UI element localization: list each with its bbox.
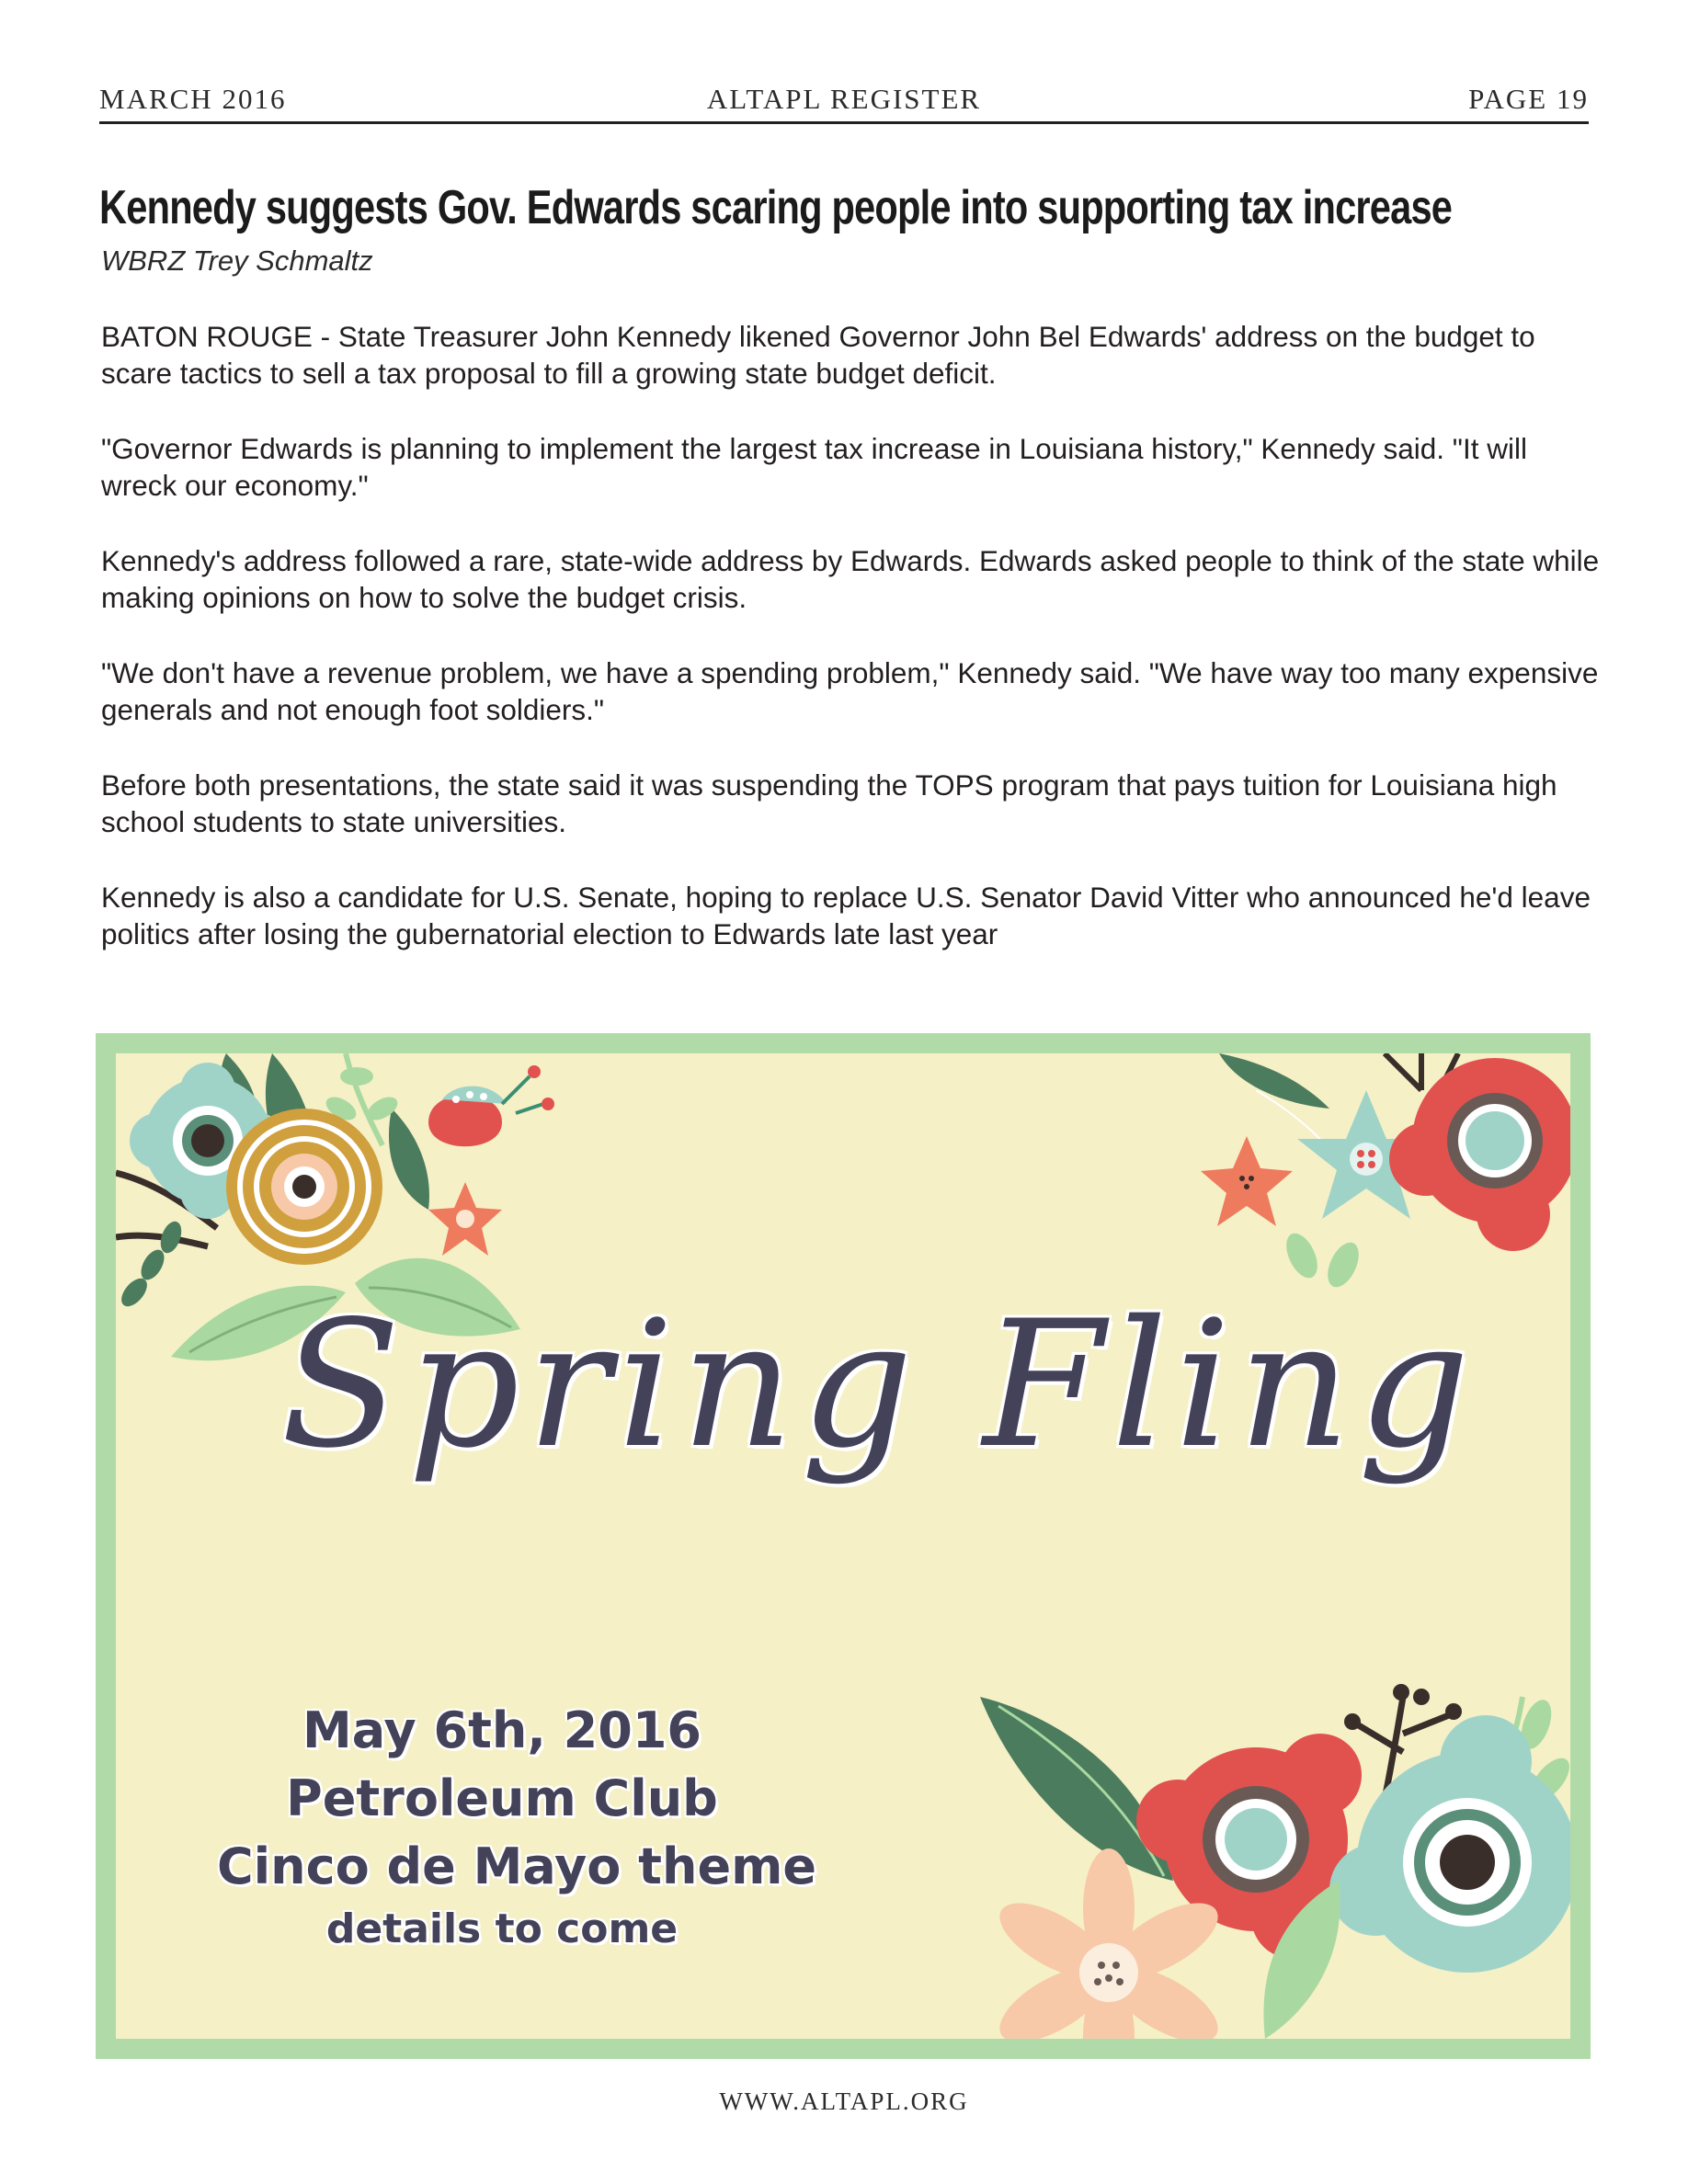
event-note: details to come [325, 1905, 679, 1952]
event-date: May 6th, 2016 [302, 1701, 701, 1759]
top-right-floral-cluster [1201, 1053, 1570, 1291]
article-byline: WBRZ Trey Schmaltz [101, 245, 373, 277]
article-paragraph: "Governor Edwards is planning to implement the largest tax increase in Louisiana history," Kennedy said. "It will wreck our economy." [101, 432, 1527, 502]
spring-fling-ad [96, 1033, 1591, 2059]
event-title: Spring Fling [280, 1283, 1477, 1486]
footer-url: WWW.ALTAPL.ORG [719, 2087, 969, 2115]
article-body [101, 318, 1600, 991]
running-header [99, 81, 1589, 124]
article-paragraph: BATON ROUGE - State Treasurer John Kennedy likened Governor John Bel Edwards' address on the budget to scare tactics to sell a tax proposal to fill a growing state budget deficit. [101, 320, 1535, 390]
publication-name: ALTAPL REGISTER [706, 83, 982, 115]
bottom-right-floral-cluster [980, 1684, 1570, 2039]
event-venue: Petroleum Club [286, 1769, 718, 1827]
article-headline: Kennedy suggests Gov. Edwards scaring people into supporting tax increase [99, 181, 1453, 234]
article-paragraph: "We don't have a revenue problem, we have a spending problem," Kennedy said. "We have way too many expensive generals and not enough foot soldiers." [101, 656, 1599, 726]
article-paragraph: Kennedy's address followed a rare, state-wide address by Edwards. Edwards asked people to think of the state while making opinions on how to solve the budget crisis. [101, 544, 1600, 614]
issue-date: MARCH 2016 [99, 83, 287, 115]
article-paragraph: Before both presentations, the state said it was suspending the TOPS program that pays tuition for Louisiana high school students to state universities. [101, 768, 1557, 838]
page-number: PAGE 19 [1468, 83, 1589, 115]
event-details [217, 1697, 816, 1958]
event-theme: Cinco de Mayo theme [217, 1837, 816, 1895]
article-paragraph: Kennedy is also a candidate for U.S. Senate, hoping to replace U.S. Senator David Vitter who announced he'd leave politics after losing the gubernatorial election to Edwards late last year [101, 881, 1591, 950]
